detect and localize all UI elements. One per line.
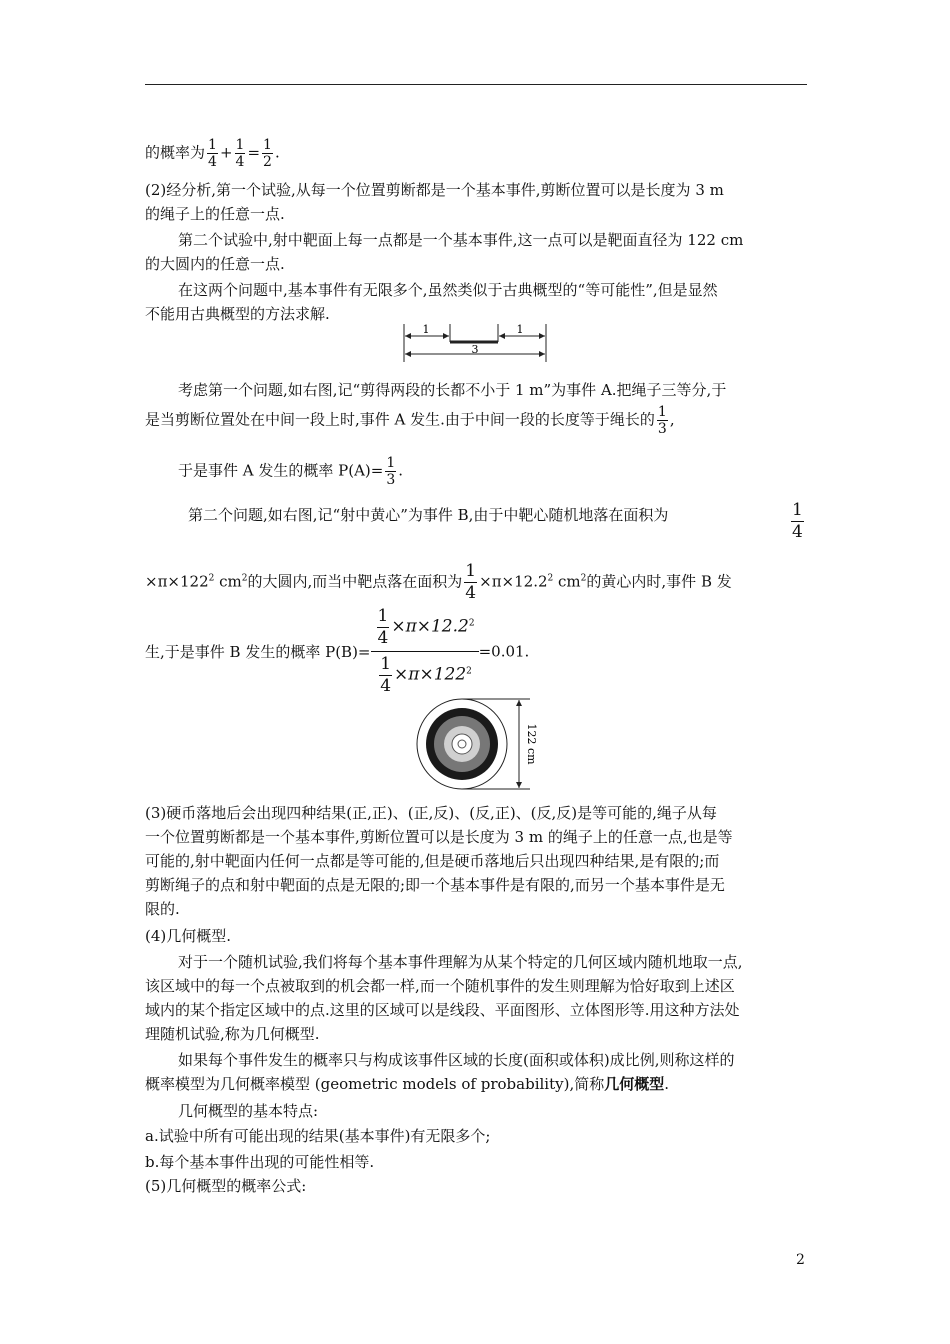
fraction-1-4: $\frac{1}{4}$ <box>208 137 217 170</box>
target-diameter-label: 122 cm <box>525 723 538 765</box>
paragraph-line: 的绳子上的任意一点. <box>145 205 285 223</box>
paragraph-line: 不能用古典概型的方法求解. <box>145 305 330 323</box>
line-pa: 于是事件 A 发生的概率 P(A)= $\frac{1}{3}$ . <box>178 455 404 488</box>
paragraph-line: 对于一个随机试验,我们将每个基本事件理解为从某个特定的几何区域内随机地取一点, <box>178 953 743 971</box>
section-heading: (5)几何概型的概率公式: <box>145 1177 307 1195</box>
paragraph-line: (2)经分析,第一个试验,从每一个位置剪断都是一个基本事件,剪断位置可以是长度为 3 m <box>145 181 724 199</box>
definition-line: 概率模型为几何概率模型 (geometric models of probability),简称几何概型. <box>145 1075 670 1093</box>
line-target-area: 第二个问题,如右图,记“射中黄心”为事件 B,由于中靶心随机地落在面积为 <box>188 506 669 524</box>
paragraph-line: 剪断绳子的点和射中靶面的点是无限的;即一个基本事件是有限的,而另一个基本事件是无 <box>145 876 725 894</box>
fraction-1-4: $\frac{1}{4}$ <box>235 137 245 170</box>
pb-fraction: $\frac{1}{4}$ $\times\pi\times 12.2^2$ $\frac{1}{4}$ $\times\pi\times 122^2$ <box>371 604 479 699</box>
fraction-1-3: $\frac{1}{3}$ <box>657 404 667 437</box>
rope-label-right: 1 <box>516 323 524 336</box>
rope-label-total: 3 <box>471 343 479 356</box>
term-geometric-model: 几何概型 <box>604 1075 665 1093</box>
paragraph-line: 限的. <box>145 900 180 918</box>
paragraph-line: 第二个试验中,射中靶面上每一点都是一个基本事件,这一点可以是靶面直径为 122 cm <box>178 231 744 249</box>
rope-diagram <box>400 322 552 364</box>
line-one-third: 是当剪断位置处在中间一段上时,事件 A 发生.由于中间一段的长度等于绳长的 $\frac{1}{3}$ , <box>145 404 675 437</box>
fraction-1-3: $\frac{1}{3}$ <box>386 455 396 488</box>
paragraph-line: 几何概型的基本特点: <box>178 1102 319 1120</box>
paragraph-line: 可能的,射中靶面内任何一点都是等可能的,但是硬币落地后只出现四种结果,是有限的;而 <box>145 852 720 870</box>
paragraph-line: 该区域中的每一个点被取到的机会都一样,而一个随机事件的发生则理解为恰好取到上述区 <box>145 977 735 995</box>
fraction-1-2: $\frac{1}{2}$ <box>263 137 272 170</box>
paragraph-line: 域内的某个指定区域中的点.这里的区域可以是线段、平面图形、立体图形等.用这种方法处 <box>145 1001 740 1019</box>
line-prob-sum: 的概率为 $\frac{1}{4}$ + $\frac{1}{4}$ = $\frac{1}{2}$ . <box>145 137 280 170</box>
list-item: b.每个基本事件出现的可能性相等. <box>145 1153 375 1171</box>
line-pb: 生,于是事件 B 发生的概率 P(B)= $\frac{1}{4}$ $\times\pi\times 12.2^2$ $\frac{1}{4}$ $\times\pi\times 122^2$ =0.01. <box>145 604 529 699</box>
paragraph-line: 理随机试验,称为几何概型. <box>145 1025 320 1043</box>
line-circle-areas: $\times\pi\times 122^2$ $cm^2$的大圆内,而当中靶点落在面积为 $\frac{1}{4}$ $\times\pi\times 12.2^2$ $cm^2$的黄心内时,事件 B 发 <box>145 561 732 603</box>
list-item: a.试验中所有可能出现的结果(基本事件)有无限多个; <box>145 1127 491 1145</box>
target-diagram <box>412 698 542 796</box>
section-heading: (4)几何概型. <box>145 927 232 945</box>
paragraph-line: 考虑第一个问题,如右图,记“剪得两段的长都不小于 1 m”为事件 A.把绳子三等分,于 <box>178 381 727 399</box>
fraction-1-4: $\frac{1}{4}$ <box>792 500 803 542</box>
header-rule <box>145 84 807 85</box>
page-number: 2 <box>796 1252 805 1268</box>
rope-label-left: 1 <box>422 323 430 336</box>
paragraph-line: 的大圆内的任意一点. <box>145 255 285 273</box>
paragraph-line: 一个位置剪断都是一个基本事件,剪断位置可以是长度为 3 m 的绳子上的任意一点,也是等 <box>145 828 733 846</box>
paragraph-line: 在这两个问题中,基本事件有无限多个,虽然类似于古典概型的“等可能性”,但是显然 <box>178 281 718 299</box>
paragraph-line: 如果每个事件发生的概率只与构成该事件区域的长度(面积或体积)成比例,则称这样的 <box>178 1051 735 1069</box>
paragraph-line: (3)硬币落地后会出现四种结果(正,正)、(正,反)、(反,正)、(反,反)是等可能的,绳子从每 <box>145 804 717 822</box>
fraction-1-4: $\frac{1}{4}$ <box>465 561 477 603</box>
